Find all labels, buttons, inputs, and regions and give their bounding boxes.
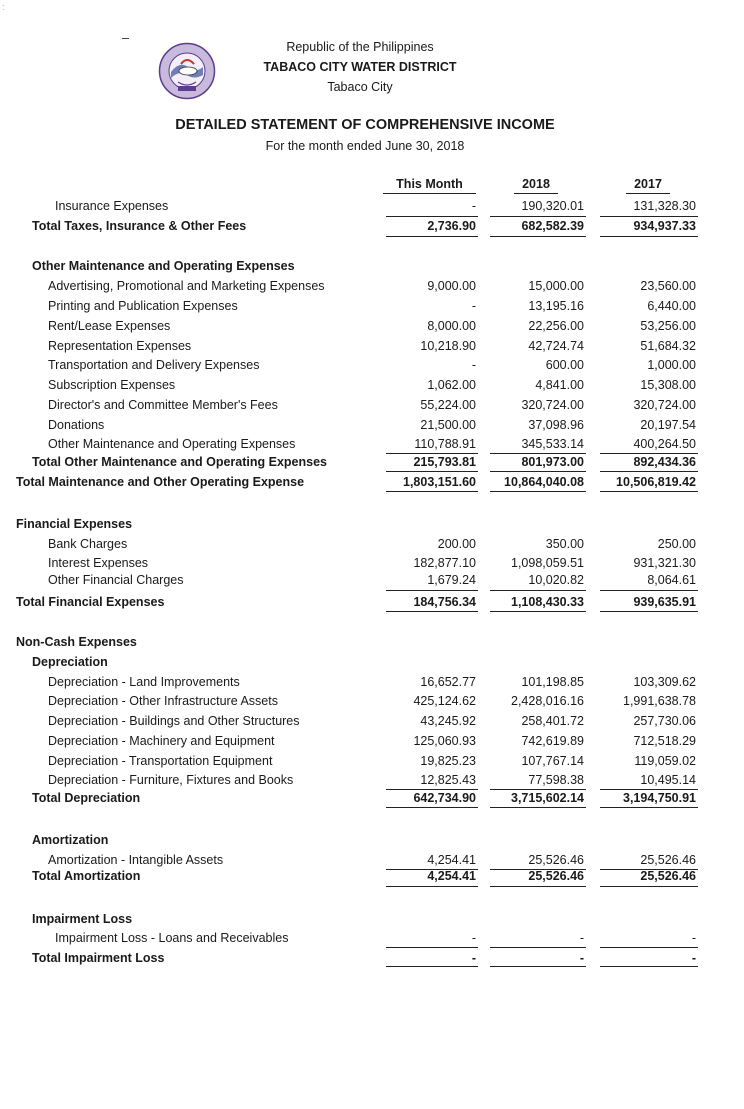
table-row <box>0 319 744 338</box>
underline <box>490 216 586 217</box>
value-2018: 25,526.46 <box>528 869 584 883</box>
row-label: Depreciation - Machinery and Equipment <box>48 734 275 748</box>
value-2018: 101,198.85 <box>521 675 584 689</box>
table-row <box>0 358 744 377</box>
underline <box>600 236 698 237</box>
value-2017: 10,495.14 <box>640 773 696 787</box>
value-2017: 15,308.00 <box>640 378 696 392</box>
value-2017: 931,321.30 <box>633 556 696 570</box>
row-label: Depreciation <box>32 655 108 669</box>
value-2018: 1,098,059.51 <box>511 556 584 570</box>
value-2017: - <box>691 951 696 965</box>
value-this-month: 1,062.00 <box>427 378 476 392</box>
row-label: Total Taxes, Insurance & Other Fees <box>32 219 247 233</box>
value-2018: 350.00 <box>545 537 584 551</box>
underline <box>490 886 586 887</box>
row-label: Other Maintenance and Operating Expenses <box>48 437 296 451</box>
value-2018: - <box>579 951 584 965</box>
row-label: Subscription Expenses <box>48 378 176 392</box>
underline <box>490 453 586 454</box>
row-label: Depreciation - Buildings and Other Structures <box>48 714 300 728</box>
underline <box>490 807 586 808</box>
underline <box>600 471 698 472</box>
value-2018: - <box>579 931 584 945</box>
underline <box>386 947 478 948</box>
value-2017: 400,264.50 <box>633 437 696 451</box>
row-label: Total Maintenance and Other Operating Expense <box>16 475 305 489</box>
row-label: Total Financial Expenses <box>16 595 165 609</box>
row-label: Printing and Publication Expenses <box>48 299 238 313</box>
row-label: Total Other Maintenance and Operating Expenses <box>32 455 327 469</box>
value-2018: 190,320.01 <box>521 199 584 213</box>
row-label: Other Maintenance and Operating Expenses <box>32 259 295 273</box>
underline <box>600 886 698 887</box>
row-label: Director's and Committee Member's Fees <box>48 398 278 412</box>
row-label: Advertising, Promotional and Marketing Expenses <box>48 279 325 293</box>
row-label: Bank Charges <box>48 537 128 551</box>
underline <box>386 611 478 612</box>
row-label: Amortization <box>32 833 109 847</box>
value-this-month: 125,060.93 <box>413 734 476 748</box>
value-2017: 3,194,750.91 <box>623 791 696 805</box>
underline <box>490 590 586 591</box>
row-label: Financial Expenses <box>16 517 133 531</box>
value-2017: 103,309.62 <box>633 675 696 689</box>
section-heading <box>0 517 744 536</box>
underline <box>490 236 586 237</box>
row-label: Impairment Loss <box>32 912 133 926</box>
table-row <box>0 537 744 556</box>
column-header-2018: 2018 <box>514 177 558 194</box>
table-row <box>0 418 744 437</box>
section-heading <box>0 655 744 674</box>
row-label: Impairment Loss - Loans and Receivables <box>55 931 289 945</box>
value-this-month: 10,218.90 <box>420 339 476 353</box>
section-heading <box>0 912 744 931</box>
statement-title: DETAILED STATEMENT OF COMPREHENSIVE INCOME <box>175 117 555 133</box>
row-label: Other Financial Charges <box>48 573 184 587</box>
value-this-month: 16,652.77 <box>420 675 476 689</box>
value-this-month: - <box>471 358 476 372</box>
value-2018: 1,108,430.33 <box>511 595 584 609</box>
value-2018: 4,841.00 <box>535 378 584 392</box>
row-label: Depreciation - Transportation Equipment <box>48 754 273 768</box>
value-this-month: 55,224.00 <box>420 398 476 412</box>
value-2017: 20,197.54 <box>640 418 696 432</box>
underline <box>600 216 698 217</box>
value-this-month: - <box>471 199 476 213</box>
value-2017: 6,440.00 <box>647 299 696 313</box>
value-2018: 742,619.89 <box>521 734 584 748</box>
section-heading <box>0 259 744 278</box>
value-2018: 10,864,040.08 <box>504 475 584 489</box>
value-this-month: 1,679.24 <box>427 573 476 587</box>
row-label: Amortization - Intangible Assets <box>48 853 224 867</box>
value-2017: 25,526.46 <box>640 853 696 867</box>
underline <box>386 236 478 237</box>
underline <box>490 947 586 948</box>
value-2017: 25,526.46 <box>640 869 696 883</box>
value-this-month: - <box>471 951 476 965</box>
underline <box>600 590 698 591</box>
value-2017: 712,518.29 <box>633 734 696 748</box>
value-2017: 131,328.30 <box>633 199 696 213</box>
section-heading <box>0 635 744 654</box>
value-2017: 119,059.02 <box>634 754 696 768</box>
value-this-month: 4,254.41 <box>427 853 476 867</box>
value-2018: 22,256.00 <box>528 319 584 333</box>
value-this-month: 9,000.00 <box>427 279 476 293</box>
underline <box>386 491 478 492</box>
value-2018: 77,598.38 <box>528 773 584 787</box>
scan-mark: : <box>2 2 5 12</box>
underline <box>600 789 698 790</box>
value-this-month: - <box>471 931 476 945</box>
table-row <box>0 398 744 417</box>
underline <box>386 789 478 790</box>
row-label: Depreciation - Land Improvements <box>48 675 240 689</box>
underline <box>600 491 698 492</box>
scan-dash <box>122 38 129 39</box>
underline <box>600 611 698 612</box>
value-2018: 345,533.14 <box>521 437 584 451</box>
value-2018: 15,000.00 <box>528 279 584 293</box>
value-2017: 53,256.00 <box>640 319 696 333</box>
value-this-month: 642,734.90 <box>413 791 476 805</box>
value-2018: 10,020.82 <box>528 573 584 587</box>
row-label: Depreciation - Furniture, Fixtures and Books <box>48 773 294 787</box>
value-2018: 25,526.46 <box>528 853 584 867</box>
value-this-month: 110,788.91 <box>414 437 476 451</box>
value-2018: 13,195.16 <box>528 299 584 313</box>
value-2018: 42,724.74 <box>528 339 584 353</box>
value-2017: 51,684.32 <box>640 339 696 353</box>
value-2017: 939,635.91 <box>633 595 696 609</box>
value-2017: 892,434.36 <box>633 455 696 469</box>
row-label: Total Amortization <box>32 869 141 883</box>
underline <box>600 966 698 967</box>
value-this-month: 12,825.43 <box>420 773 476 787</box>
underline <box>490 471 586 472</box>
value-2018: 107,767.14 <box>521 754 584 768</box>
underline <box>386 807 478 808</box>
value-2018: 600.00 <box>545 358 584 372</box>
underline <box>386 590 478 591</box>
value-this-month: 425,124.62 <box>413 694 476 708</box>
value-this-month: 182,877.10 <box>413 556 476 570</box>
table-row <box>0 714 744 733</box>
table-row <box>0 279 744 298</box>
underline <box>386 453 478 454</box>
value-this-month: 21,500.00 <box>420 418 476 432</box>
row-label: Transportation and Delivery Expenses <box>48 358 260 372</box>
underline <box>386 966 478 967</box>
value-this-month: - <box>471 299 476 313</box>
value-2017: 250.00 <box>657 537 696 551</box>
table-row <box>0 694 744 713</box>
row-label: Total Depreciation <box>32 791 141 805</box>
value-2018: 2,428,016.16 <box>511 694 584 708</box>
republic-line: Republic of the Philippines <box>286 40 434 54</box>
value-this-month: 8,000.00 <box>427 319 476 333</box>
underline <box>386 886 478 887</box>
value-2017: 1,000.00 <box>647 358 696 372</box>
underline <box>490 611 586 612</box>
underline <box>490 491 586 492</box>
column-header-this-month: This Month <box>383 177 476 194</box>
district-name: TABACO CITY WATER DISTRICT <box>263 60 457 74</box>
row-label: Total Impairment Loss <box>32 951 165 965</box>
table-row <box>0 734 744 753</box>
row-label: Insurance Expenses <box>55 199 169 213</box>
value-this-month: 4,254.41 <box>427 869 476 883</box>
value-2017: 934,937.33 <box>633 219 696 233</box>
table-row <box>0 299 744 318</box>
value-this-month: 184,756.34 <box>413 595 476 609</box>
value-2017: 257,730.06 <box>633 714 696 728</box>
row-label: Depreciation - Other Infrastructure Assets <box>48 694 278 708</box>
value-2017: 23,560.00 <box>640 279 696 293</box>
underline <box>490 966 586 967</box>
value-2018: 258,401.72 <box>521 714 584 728</box>
row-label: Non-Cash Expenses <box>16 635 137 649</box>
column-header-2017: 2017 <box>626 177 670 194</box>
underline <box>600 453 698 454</box>
underline <box>600 807 698 808</box>
row-label: Rent/Lease Expenses <box>48 319 171 333</box>
row-label: Interest Expenses <box>48 556 149 570</box>
value-2017: - <box>691 931 696 945</box>
value-this-month: 19,825.23 <box>420 754 476 768</box>
value-this-month: 215,793.81 <box>413 455 476 469</box>
value-2017: 320,724.00 <box>633 398 696 412</box>
underline <box>386 471 478 472</box>
value-this-month: 43,245.92 <box>420 714 476 728</box>
value-this-month: 2,736.90 <box>427 219 476 233</box>
value-2018: 801,973.00 <box>521 455 584 469</box>
value-this-month: 200.00 <box>437 537 476 551</box>
value-this-month: 1,803,151.60 <box>403 475 476 489</box>
table-row <box>0 754 744 773</box>
row-label: Donations <box>48 418 105 432</box>
value-2017: 8,064.61 <box>647 573 696 587</box>
city-name: Tabaco City <box>327 80 393 94</box>
statement-period: For the month ended June 30, 2018 <box>265 139 465 153</box>
underline <box>600 947 698 948</box>
underline <box>490 789 586 790</box>
underline <box>386 216 478 217</box>
table-row <box>0 339 744 358</box>
value-2018: 682,582.39 <box>521 219 584 233</box>
table-row <box>0 951 744 970</box>
section-heading <box>0 833 744 852</box>
value-2017: 1,991,638.78 <box>623 694 696 708</box>
value-2018: 37,098.96 <box>528 418 584 432</box>
value-2018: 320,724.00 <box>521 398 584 412</box>
value-2017: 10,506,819.42 <box>616 475 696 489</box>
table-row <box>0 675 744 694</box>
value-2018: 3,715,602.14 <box>511 791 584 805</box>
row-label: Representation Expenses <box>48 339 192 353</box>
table-row <box>0 378 744 397</box>
